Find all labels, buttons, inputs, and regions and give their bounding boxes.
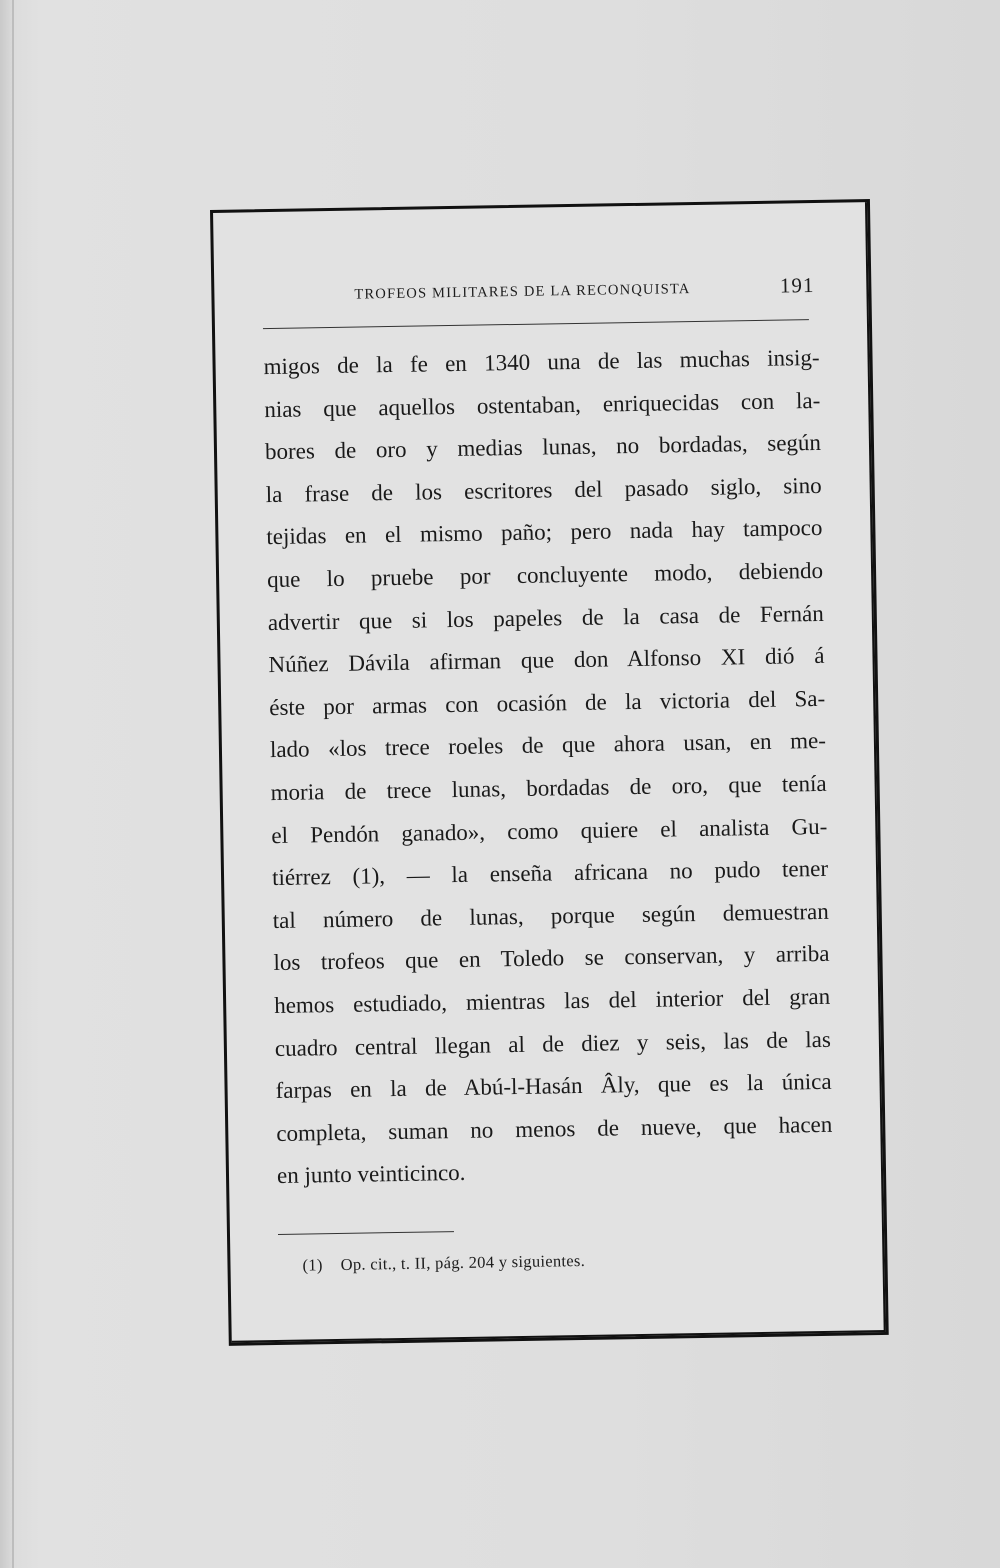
footnote-marker: (1) — [302, 1255, 323, 1275]
running-head-title: TROFEOS MILITARES DE LA RECONQUISTA — [354, 281, 691, 303]
text-line: completa, suman no menos de nueve, que hacen — [276, 1111, 833, 1146]
text-line-last: en junto veinticinco. — [276, 1160, 466, 1189]
book-spine-shadow — [12, 0, 14, 1568]
text-line: cuadro central llegan al de diez y seis, las de las — [274, 1026, 832, 1061]
page-number: 191 — [779, 272, 815, 298]
text-line: bores de oro y medias lunas, no bordadas, según — [264, 430, 822, 465]
page-frame — [210, 199, 889, 1346]
text-line: lado «los trece roeles de que ahora usan, en me- — [269, 728, 827, 763]
text-line: tiérrez (1), — la enseña africana no pudo tener — [271, 855, 829, 891]
text-line: tal número de lunas, porque según demuestran — [272, 898, 829, 933]
text-line: que lo pruebe por concluyente modo, debiendo — [266, 557, 824, 593]
text-line: advertir que si los papeles de la casa de Fernán — [267, 600, 824, 635]
text-line: migos de la fe en 1340 una de las muchas insig- — [263, 344, 820, 380]
text-line: Núñez Dávila afirman que don Alfonso XI dió á — [268, 643, 825, 678]
text-line: farpas en la de Abú-l-Hasán Âly, que es la única — [275, 1068, 832, 1104]
text-line: la frase de los escritores del pasado siglo, sino — [265, 472, 822, 507]
text-line: éste por armas con ocasión de la victoria del Sa- — [269, 685, 826, 720]
text-line: tejidas en el mismo paño; pero nada hay tampoco — [266, 515, 823, 550]
text-line: los trofeos que en Toledo se conservan, y arriba — [273, 941, 830, 976]
text-line: el Pendón ganado», como quiere el analista Gu- — [271, 813, 828, 848]
text-line: nias que aquellos ostentaban, enriquecidas con la- — [264, 387, 821, 422]
footnote-text: Op. cit., t. II, pág. 204 y siguientes. — [340, 1250, 586, 1274]
text-line: moria de trece lunas, bordadas de oro, que tenía — [270, 770, 827, 806]
body-text — [263, 337, 833, 1198]
text-line: hemos estudiado, mientras las del interior del gran — [273, 983, 831, 1018]
